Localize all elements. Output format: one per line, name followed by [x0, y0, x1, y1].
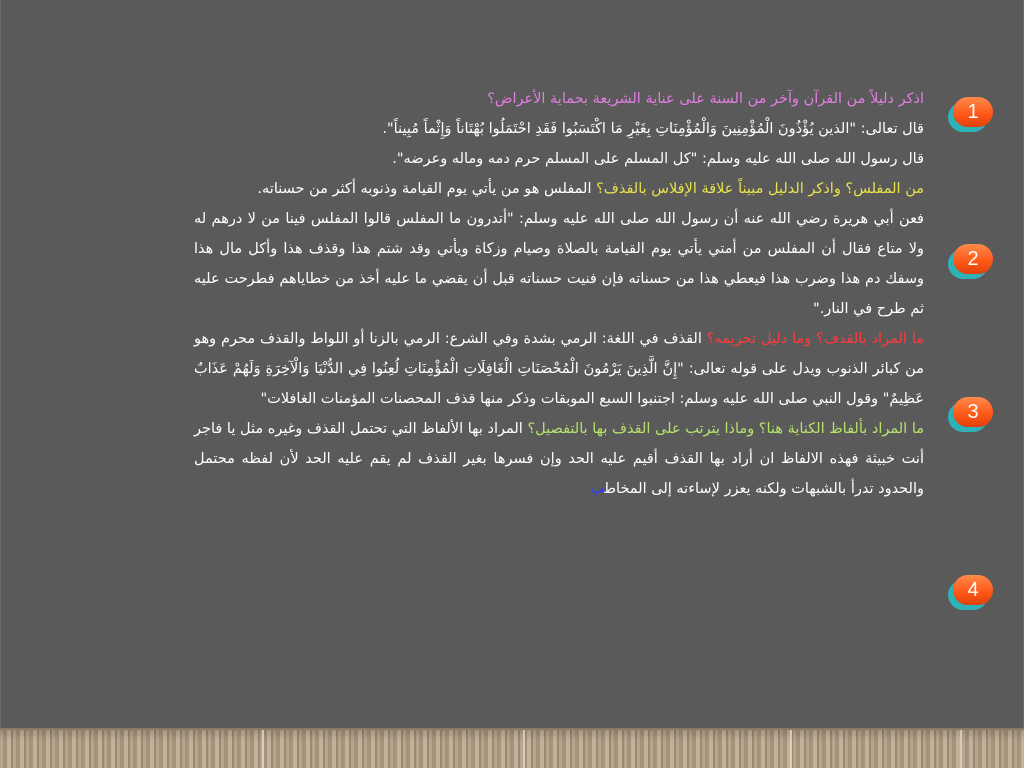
item-2	[194, 174, 924, 204]
floor-seam	[960, 730, 962, 768]
answer-4-tail: ب	[590, 481, 605, 497]
badge-3: 3	[953, 397, 993, 427]
badge-4: 4	[953, 575, 993, 605]
question-3: ما المراد بالقذف؟ وما دليل تحريمه؟	[706, 331, 924, 347]
answer-1-sunnah: قال رسول الله صلى الله عليه وسلم: "كل المسلم على المسلم حرم دمه وماله وعرضه".	[392, 151, 924, 167]
floor-seam	[790, 730, 792, 768]
item-3	[194, 324, 924, 414]
question-4: ما المراد بألفاظ الكناية هنا؟ وماذا يترتب على القذف بها بالتفصيل؟	[527, 421, 925, 437]
answer-1-quran: قال تعالى: "الذين يُؤْذُونَ الْمُؤْمِنِينَ وَالْمُؤْمِنَاتِ بِغَيْرِ مَا اكْتَسَبُوا فَقَدِ احْتَمَلُوا بُهْتَاناً وَإِثْماً مُبِيناً".	[382, 121, 924, 137]
question-2: من المفلس؟ واذكر الدليل مبيناً علاقة الإفلاس بالقذف؟	[596, 181, 924, 197]
item-4	[194, 414, 924, 504]
answer-4: المراد بها الألفاظ التي تحتمل القذف وغيره مثل يا فاجر أنت خبيثة فهذه الالفاظ ان أراد بها القذف أقيم عليه الحد وإن فسرها بغير القذف لم يقم عليه الحد لأن لفظه محتمل والحدود تدرأ بالشبهات ولكنه يعزر لإساءته إلى المخاط	[194, 421, 924, 497]
answer-2: المفلس هو من يأتي يوم القيامة وذنوبه أكثر من حسناته.	[257, 181, 597, 197]
answer-3: القذف في اللغة: الرمي بشدة وفي الشرع: الرمي بالزنا أو اللواط والقذف محرم وهو من كبائر الذنوب ويدل على قوله تعالى: "إِنَّ الَّذِينَ يَرْمُونَ الْمُحْصَنَاتِ الْغَافِلَاتِ الْمُؤْمِنَاتِ لُعِنُوا فِي الدُّنْيَا وَالْآخِرَةِ وَلَهُمْ عَذَابٌ عَظِيمٌ" وقول النبي صلى الله عليه وسلم: اجتنبوا السبع الموبقات وذكر منها قذف المحصنات المؤمنات الغافلات"	[194, 331, 924, 407]
slide-content	[194, 84, 924, 504]
badge-2: 2	[953, 244, 993, 274]
floor-seam	[262, 730, 264, 768]
badge-1: 1	[953, 97, 993, 127]
floor-seam	[523, 730, 525, 768]
item-1	[194, 84, 924, 114]
floor-texture	[0, 728, 1024, 768]
hadith-2: فعن أبي هريرة رضي الله عنه أن رسول الله صلى الله عليه وسلم: "أتدرون ما المفلس قالوا المفلس فينا من لا درهم له ولا متاع فقال أن المفلس من أمتي يأتي يوم القيامة بالصلاة وصيام وزكاة ويأتي وقد شتم هذا وقذف هذا وأكل مال هذا وسفك دم هذا وضرب هذا فيعطي هذا من حسناته فإن فنيت حسناته قبل أن يقضي ما عليه أخذ من خطاياهم فطرحت عليه ثم طرح في النار."	[194, 211, 924, 317]
question-1: اذكر دليلاً من القرآن وآخر من السنة على عناية الشريعة بحماية الأعراض؟	[487, 91, 924, 107]
